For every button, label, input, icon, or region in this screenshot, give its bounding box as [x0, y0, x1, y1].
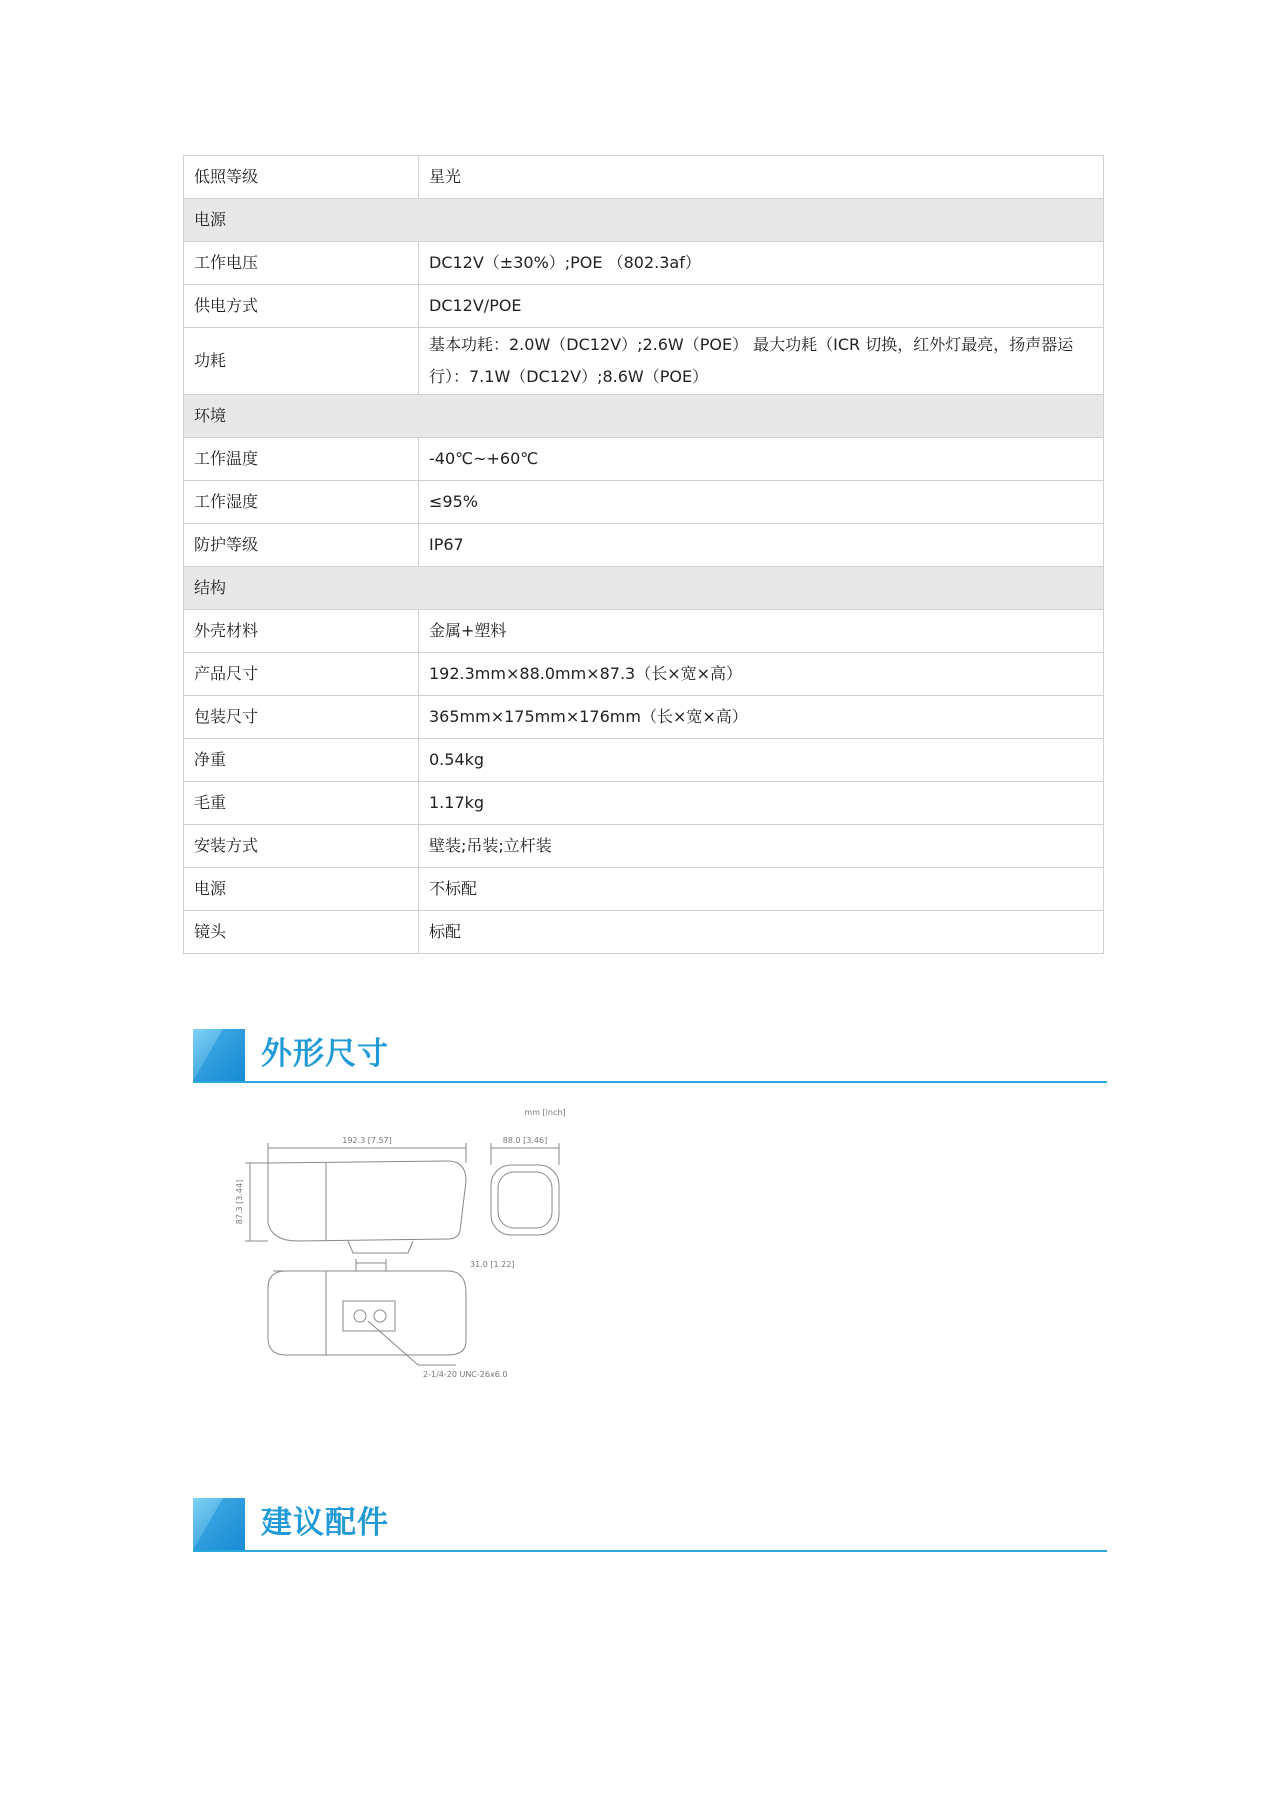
height-dimension-label: 87.3 [3.44]	[235, 1179, 244, 1225]
width-dimension-label: 88.0 [3.46]	[502, 1136, 548, 1145]
spec-label: 净重	[184, 739, 419, 782]
spec-value: -40℃~+60℃	[419, 438, 1104, 481]
spec-value: 0.54kg	[419, 739, 1104, 782]
spec-value: 星光	[419, 156, 1104, 199]
spec-value: DC12V/POE	[419, 285, 1104, 328]
spec-label: 包装尺寸	[184, 696, 419, 739]
spec-value: 1.17kg	[419, 782, 1104, 825]
spec-row	[184, 739, 1104, 782]
spec-row	[184, 696, 1104, 739]
spec-label: 功耗	[184, 328, 419, 395]
spec-row	[184, 653, 1104, 696]
mount-plate	[343, 1301, 395, 1331]
spec-value: 金属+塑料	[419, 610, 1104, 653]
spec-value: 基本功耗：2.0W（DC12V）;2.6W（POE） 最大功耗（ICR 切换，红外灯最亮，扬声器运行）：7.1W（DC12V）;8.6W（POE）	[419, 328, 1104, 395]
spec-row	[184, 868, 1104, 911]
spec-value: 壁装;吊装;立杆装	[419, 825, 1104, 868]
section-title: 建议配件	[261, 1505, 389, 1541]
spec-label: 工作温度	[184, 438, 419, 481]
spec-value: ≤95%	[419, 481, 1104, 524]
spec-group-label: 环境	[184, 395, 1104, 438]
spec-table	[183, 155, 1104, 954]
section-title: 外形尺寸	[261, 1036, 389, 1072]
unit-note: mm [inch]	[524, 1108, 566, 1117]
spec-value: 标配	[419, 911, 1104, 954]
spec-value: IP67	[419, 524, 1104, 567]
section-header-accessories	[193, 1496, 1107, 1552]
spec-row	[184, 481, 1104, 524]
spec-group-label: 结构	[184, 567, 1104, 610]
spec-value: 不标配	[419, 868, 1104, 911]
spec-row	[184, 610, 1104, 653]
camera-side-view	[268, 1161, 466, 1241]
spec-label: 工作电压	[184, 242, 419, 285]
spec-label: 外壳材料	[184, 610, 419, 653]
spec-label: 防护等级	[184, 524, 419, 567]
spec-label: 低照等级	[184, 156, 419, 199]
section-marker-icon	[193, 1029, 245, 1081]
spec-group-row	[184, 199, 1104, 242]
spec-row	[184, 328, 1104, 395]
spec-group-row	[184, 395, 1104, 438]
screw-spec-label: 2-1/4-20 UNC-26x6.0	[423, 1370, 508, 1379]
section-marker-icon	[193, 1498, 245, 1550]
spec-value: 192.3mm×88.0mm×87.3（长×宽×高）	[419, 653, 1104, 696]
spec-row	[184, 825, 1104, 868]
spec-row	[184, 438, 1104, 481]
spec-label: 镜头	[184, 911, 419, 954]
section-header-dimensions	[193, 1027, 1107, 1083]
dimension-drawing	[228, 1103, 628, 1403]
spec-row	[184, 911, 1104, 954]
spec-table-body	[184, 156, 1104, 954]
spec-row	[184, 524, 1104, 567]
spec-label: 工作湿度	[184, 481, 419, 524]
spec-row	[184, 242, 1104, 285]
spec-value: DC12V（±30%）;POE （802.3af）	[419, 242, 1104, 285]
length-dimension-label: 192.3 [7.57]	[342, 1136, 392, 1145]
spec-label: 安装方式	[184, 825, 419, 868]
spec-group-row	[184, 567, 1104, 610]
camera-front-view	[491, 1165, 559, 1235]
spec-label: 供电方式	[184, 285, 419, 328]
spec-label: 电源	[184, 868, 419, 911]
spec-label: 产品尺寸	[184, 653, 419, 696]
bracket-offset-label: 31.0 [1.22]	[470, 1260, 515, 1269]
spec-label: 毛重	[184, 782, 419, 825]
spec-group-label: 电源	[184, 199, 1104, 242]
spec-value: 365mm×175mm×176mm（长×宽×高）	[419, 696, 1104, 739]
spec-row	[184, 156, 1104, 199]
spec-row	[184, 285, 1104, 328]
camera-bottom-view	[268, 1271, 466, 1355]
spec-row	[184, 782, 1104, 825]
